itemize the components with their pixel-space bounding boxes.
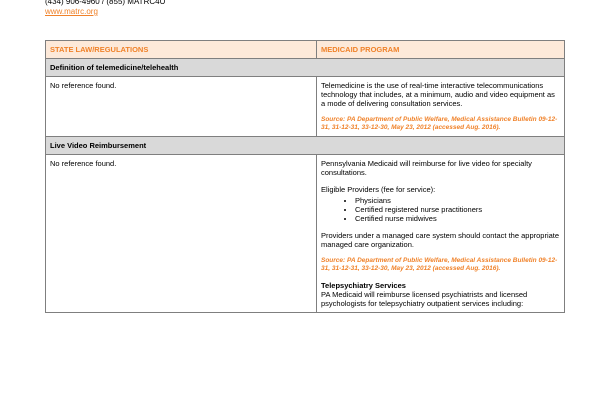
list-item: • Certified nurse midwives <box>355 214 560 223</box>
medicaid-cell <box>317 155 565 313</box>
eligible-providers-label: Eligible Providers (fee for service): <box>321 185 436 194</box>
table-row <box>46 77 565 137</box>
reimbursement-intro: Pennsylvania Medicaid will reimburse for live video for specialty consultations. <box>321 159 532 177</box>
table-row <box>46 155 565 313</box>
managed-care-text: Providers under a managed care system should contact the appropriate managed care organization. <box>321 231 560 249</box>
list-item: • Physicians <box>355 196 560 205</box>
medicaid-cell <box>317 77 565 137</box>
document-header <box>45 0 165 17</box>
state-law-cell: No reference found. <box>46 155 317 313</box>
telepsychiatry-heading: Telepsychiatry Services <box>321 281 406 290</box>
table-header-row <box>46 41 565 59</box>
section-row <box>46 137 565 155</box>
definition-text: Telemedicine is the use of real-time interactive telecommunications technology that includes, at a minimum, audio and video equipment as a mode of delivering consultation services. <box>321 81 555 108</box>
section-title-definition: Definition of telemedicine/telehealth <box>46 59 565 77</box>
column-header-state-law: STATE LAW/REGULATIONS <box>46 41 317 59</box>
contact-phone: (434) 906-4960 / (855) MATRC4U <box>45 0 166 6</box>
telehealth-policy-table <box>45 40 565 313</box>
list-item: • Certified registered nurse practitioners <box>355 205 560 214</box>
website-link[interactable]: www.matrc.org <box>45 7 98 16</box>
state-law-cell: No reference found. <box>46 77 317 137</box>
telepsychiatry-text: PA Medicaid will reimburse licensed psychiatrists and licensed psychologists for telepsychiatry outpatient services including: <box>321 290 528 308</box>
source-citation: Source: PA Department of Public Welfare, Medical Assistance Bulletin 09-12-31, 31-12-31, 33-12-30, May 23, 2012 (accessed Aug. 2016). <box>321 116 558 131</box>
column-header-medicaid: MEDICAID PROGRAM <box>317 41 565 59</box>
section-row <box>46 59 565 77</box>
section-title-live-video: Live Video Reimbursement <box>46 137 565 155</box>
eligible-providers-list <box>321 196 560 223</box>
source-citation: Source: PA Department of Public Welfare, Medical Assistance Bulletin 09-12-31, 31-12-31, 33-12-30, May 23, 2012 (accessed Aug. 2016). <box>321 257 558 272</box>
